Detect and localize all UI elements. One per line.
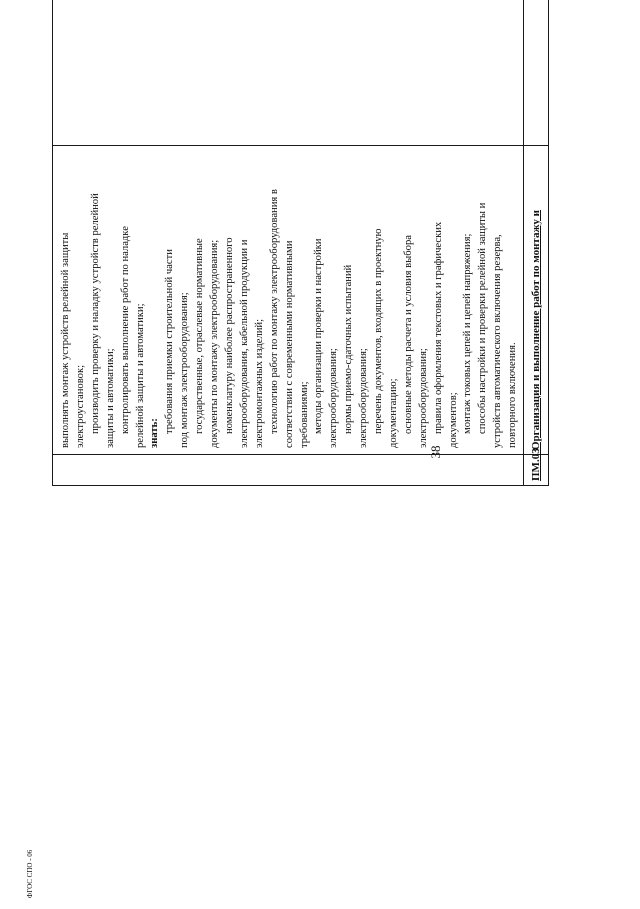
module-code: ПМ.03 bbox=[524, 455, 549, 486]
list-line: перечень документов, входящих в проектную bbox=[373, 228, 385, 434]
list-line: требованиями; bbox=[298, 381, 310, 448]
footer-standard: ФГОС СПО - 06 bbox=[26, 849, 34, 899]
list-line: электроустановок; bbox=[74, 364, 86, 448]
list-line: электрооборудования, кабельной продукции и bbox=[238, 239, 250, 448]
list-line: производить проверку и наладку устройств релейной bbox=[89, 193, 101, 434]
list-line: нормы приемо-сдаточных испытаний bbox=[343, 264, 355, 434]
list-line: под монтаж электрооборудования; bbox=[179, 292, 191, 448]
list-line: выполнять монтаж устройств релейной защиты bbox=[60, 232, 71, 448]
list-line: документов; bbox=[447, 392, 459, 448]
cell-skills-knowledge bbox=[53, 146, 524, 455]
list-line: номенклатуру наиболее распространенного bbox=[223, 237, 235, 434]
list-line: электромонтажных изделий; bbox=[253, 318, 265, 448]
list-line: защиты и автоматики; bbox=[104, 348, 116, 448]
list-line: методы организации проверки и настройки bbox=[313, 238, 325, 434]
list-line: соответствии с современными нормативными bbox=[283, 240, 295, 448]
list-line: устройств автоматического включения резерва, bbox=[492, 234, 504, 448]
page-number: 38 bbox=[428, 445, 443, 459]
list-line: контролировать выполнение работ по наладке bbox=[119, 226, 131, 434]
list-line: электрооборудования; bbox=[358, 348, 370, 448]
list-line: требования приемки строительной части bbox=[164, 249, 176, 434]
list-line: знать: bbox=[149, 418, 161, 448]
list-line: монтаж токовых цепей и цепей напряжения; bbox=[462, 233, 474, 434]
list-line: документацию; bbox=[387, 378, 399, 448]
list-line: правила оформления текстовых и графических bbox=[432, 221, 444, 434]
list-line: технологию работ по монтажу электрооборудования в bbox=[268, 189, 280, 434]
list-line: основные методы расчета и условия выбора bbox=[402, 235, 414, 434]
list-line: способы настройки и проверки релейной защиты и bbox=[477, 202, 489, 434]
list-line: повторного включения. bbox=[507, 342, 519, 448]
curriculum-table bbox=[52, 0, 549, 486]
list-line: электрооборудования; bbox=[328, 348, 340, 448]
list-line: электрооборудования; bbox=[417, 348, 429, 448]
table-row-pm03 bbox=[524, 0, 549, 486]
skills-knowledge-list bbox=[53, 146, 523, 454]
list-line: государственные, отраслевые нормативные bbox=[194, 238, 206, 434]
table-row-main bbox=[53, 0, 524, 486]
cell-col3-empty bbox=[53, 0, 524, 146]
module-title: Организация и выполнение работ по монтажу и bbox=[524, 146, 549, 455]
list-line: документы по монтажу электрооборудования; bbox=[209, 239, 221, 448]
cell-code-empty bbox=[53, 455, 524, 486]
rotated-table-sheet bbox=[52, 0, 543, 486]
cell-col3-footer bbox=[524, 0, 549, 146]
list-line: релейной защиты и автоматики; bbox=[134, 303, 146, 448]
